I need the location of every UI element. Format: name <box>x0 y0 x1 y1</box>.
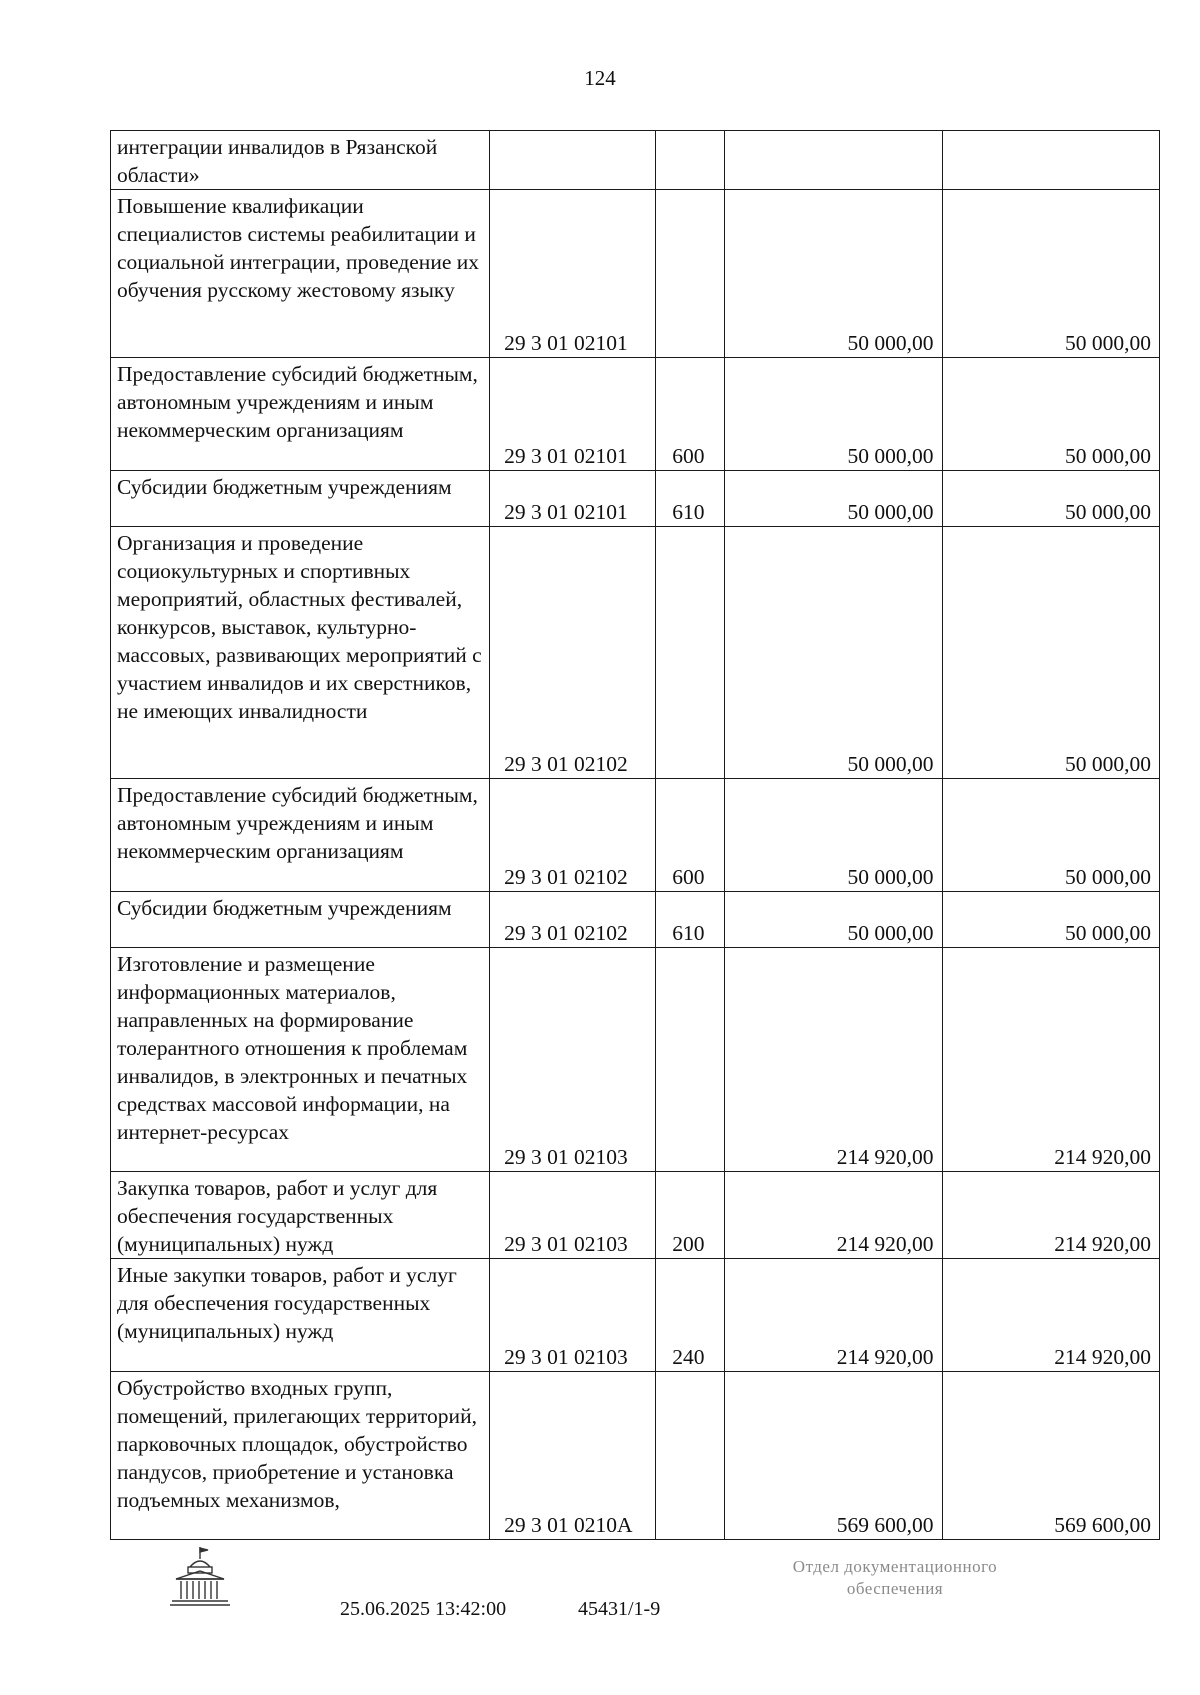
row-expense-type <box>656 527 725 779</box>
row-sum-1: 50 000,00 <box>725 471 942 527</box>
row-sum-2: 214 920,00 <box>942 948 1160 1172</box>
row-expense-type <box>656 1372 725 1540</box>
row-expense-type: 610 <box>656 471 725 527</box>
row-name: Организация и проведение социокультурных и спортивных мероприятий, областных фестивалей, конкурсов, выставок, культурно-массовых, развивающих мероприятий с участием инвалидов и их сверстников, не имеющих инвалидности <box>111 527 490 779</box>
table-row <box>111 471 1160 527</box>
row-code: 29 3 01 02103 <box>490 1172 656 1259</box>
table-row <box>111 527 1160 779</box>
registration-number: 45431/1-9 <box>578 1598 661 1620</box>
row-name: интеграции инвалидов в Рязанской области» <box>111 131 490 190</box>
row-sum-2: 50 000,00 <box>942 471 1160 527</box>
row-sum-1: 50 000,00 <box>725 358 942 471</box>
row-sum-2: 569 600,00 <box>942 1372 1160 1540</box>
table-row <box>111 948 1160 1172</box>
row-sum-1: 214 920,00 <box>725 1259 942 1372</box>
row-code: 29 3 01 0210А <box>490 1372 656 1540</box>
row-sum-1: 214 920,00 <box>725 948 942 1172</box>
row-expense-type <box>656 190 725 358</box>
row-code: 29 3 01 02101 <box>490 471 656 527</box>
row-sum-1: 50 000,00 <box>725 779 942 892</box>
row-sum-2: 50 000,00 <box>942 527 1160 779</box>
row-name: Предоставление субсидий бюджетным, автономным учреждениям и иным некоммерческим организациям <box>111 779 490 892</box>
row-sum-2: 50 000,00 <box>942 358 1160 471</box>
registration-datetime: 25.06.2025 13:42:00 <box>340 1598 507 1620</box>
row-expense-type: 600 <box>656 358 725 471</box>
table-row <box>111 1372 1160 1540</box>
row-code <box>490 131 656 190</box>
duma-building-logo-icon <box>168 1545 232 1609</box>
row-name: Субсидии бюджетным учреждениям <box>111 471 490 527</box>
row-sum-1 <box>725 131 942 190</box>
row-sum-2: 50 000,00 <box>942 892 1160 948</box>
row-sum-2: 214 920,00 <box>942 1259 1160 1372</box>
row-name: Обустройство входных групп, помещений, прилегающих территорий, парковочных площадок, обустройство пандусов, приобретение и установка подъемных механизмов, <box>111 1372 490 1540</box>
row-sum-1: 50 000,00 <box>725 190 942 358</box>
row-expense-type: 240 <box>656 1259 725 1372</box>
stamp-line-1: Отдел документационного <box>792 1557 998 1576</box>
table-row <box>111 131 1160 190</box>
row-sum-2: 214 920,00 <box>942 1172 1160 1259</box>
row-sum-2 <box>942 131 1160 190</box>
row-code: 29 3 01 02102 <box>490 527 656 779</box>
row-name: Предоставление субсидий бюджетным, автономным учреждениям и иным некоммерческим организациям <box>111 358 490 471</box>
table-row <box>111 892 1160 948</box>
row-sum-2: 50 000,00 <box>942 190 1160 358</box>
row-code: 29 3 01 02101 <box>490 190 656 358</box>
stamp-line-2: обеспечения <box>846 1579 944 1598</box>
budget-table <box>110 130 1160 1540</box>
row-sum-1: 569 600,00 <box>725 1372 942 1540</box>
row-expense-type: 610 <box>656 892 725 948</box>
row-code: 29 3 01 02102 <box>490 779 656 892</box>
page-number: 124 <box>584 66 616 90</box>
row-expense-type <box>656 131 725 190</box>
table-row <box>111 358 1160 471</box>
row-expense-type <box>656 948 725 1172</box>
row-name: Закупка товаров, работ и услуг для обеспечения государственных (муниципальных) нужд <box>111 1172 490 1259</box>
row-name: Субсидии бюджетным учреждениям <box>111 892 490 948</box>
row-name: Иные закупки товаров, работ и услуг для обеспечения государственных (муниципальных) нужд <box>111 1259 490 1372</box>
table-row <box>111 779 1160 892</box>
row-sum-1: 214 920,00 <box>725 1172 942 1259</box>
row-code: 29 3 01 02103 <box>490 1259 656 1372</box>
row-expense-type: 600 <box>656 779 725 892</box>
row-sum-1: 50 000,00 <box>725 527 942 779</box>
row-code: 29 3 01 02101 <box>490 358 656 471</box>
row-sum-2: 50 000,00 <box>942 779 1160 892</box>
department-stamp <box>740 1556 1050 1600</box>
table-row <box>111 190 1160 358</box>
row-name: Изготовление и размещение информационных материалов, направленных на формирование толерантного отношения к проблемам инвалидов, в электронных и печатных средствах массовой информации, на интернет-ресурсах <box>111 948 490 1172</box>
table-row <box>111 1259 1160 1372</box>
row-code: 29 3 01 02102 <box>490 892 656 948</box>
row-name: Повышение квалификации специалистов системы реабилитации и социальной интеграции, проведение их обучения русскому жестовому языку <box>111 190 490 358</box>
row-expense-type: 200 <box>656 1172 725 1259</box>
row-sum-1: 50 000,00 <box>725 892 942 948</box>
row-code: 29 3 01 02103 <box>490 948 656 1172</box>
table-row <box>111 1172 1160 1259</box>
